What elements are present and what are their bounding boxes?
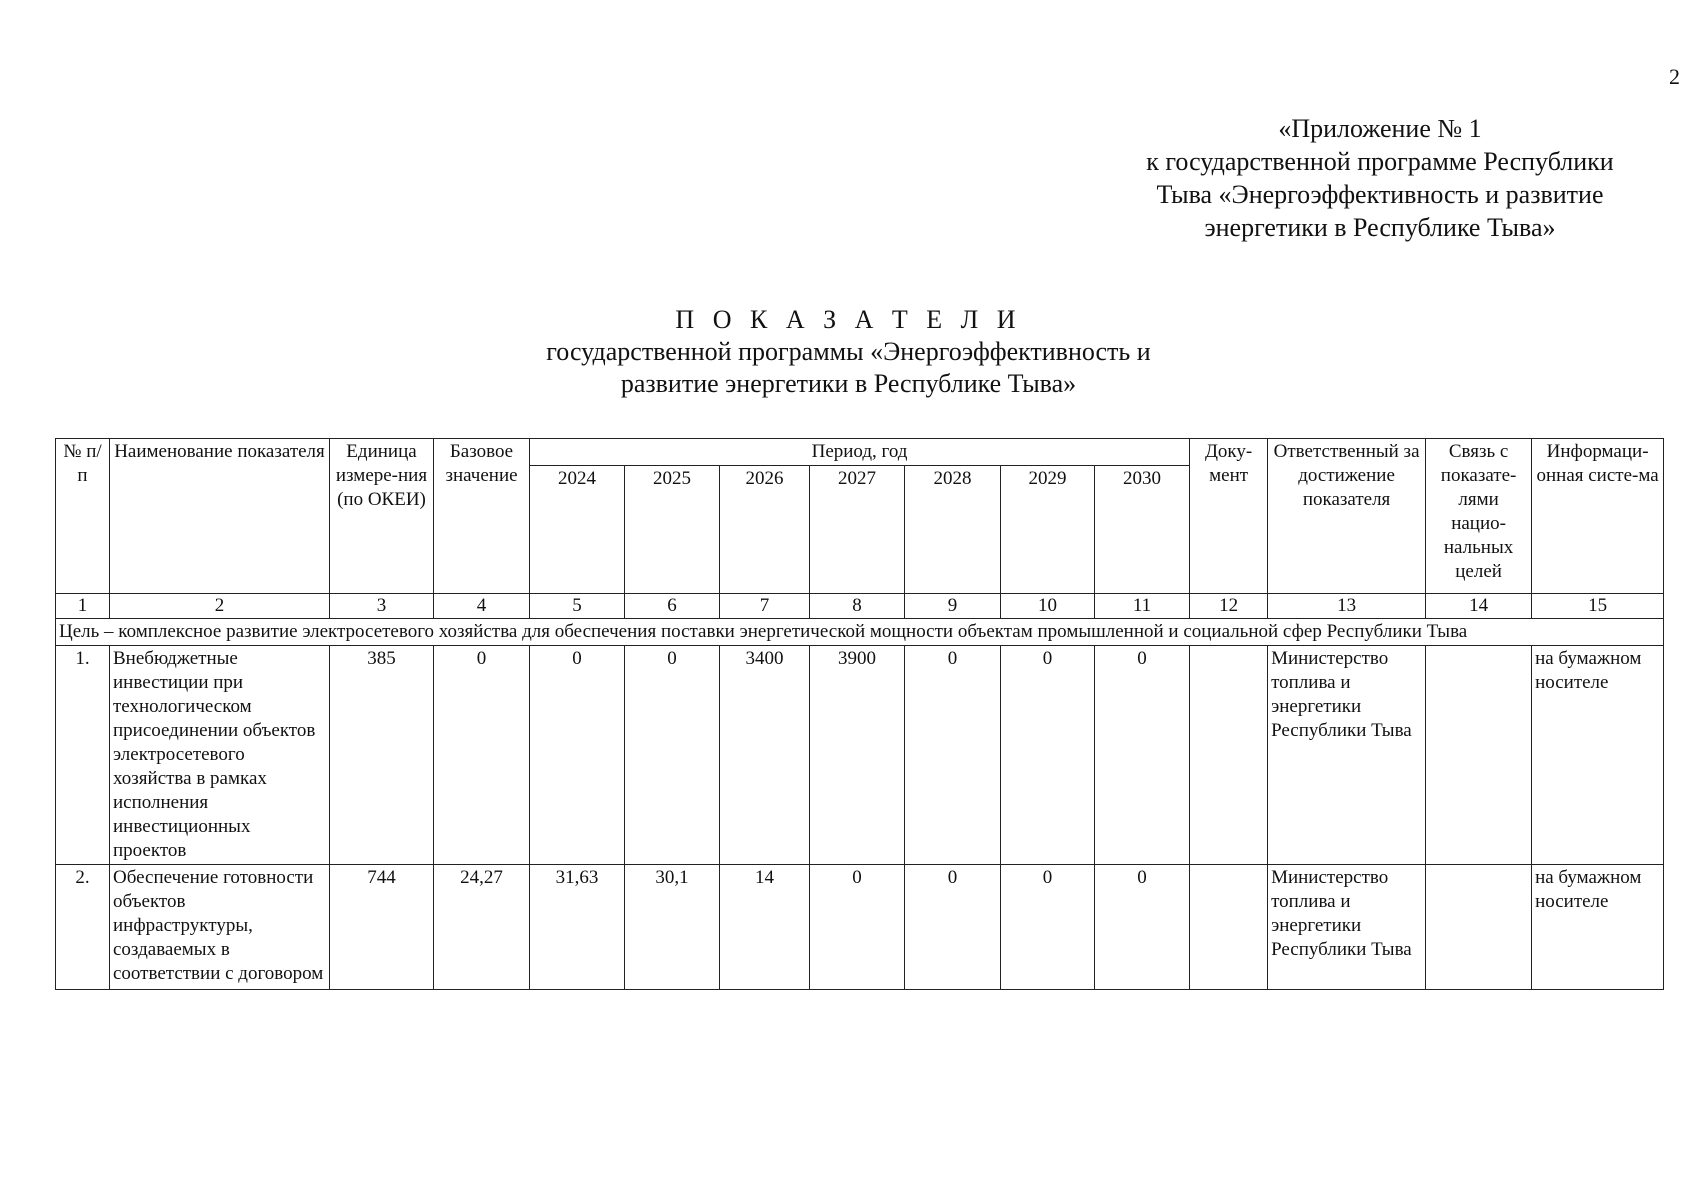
header-link: Связь с показате-лями нацио-нальных целей bbox=[1426, 439, 1532, 594]
column-number: 4 bbox=[434, 594, 530, 619]
column-number: 2 bbox=[110, 594, 330, 619]
header-responsible: Ответственный за достижение показателя bbox=[1268, 439, 1426, 594]
appendix-line: энергетики в Республике Тыва» bbox=[1204, 213, 1556, 242]
header-name: Наименование показателя bbox=[110, 439, 330, 594]
row-value: 3400 bbox=[720, 646, 810, 865]
row-value: 0 bbox=[530, 646, 625, 865]
header-year: 2024 bbox=[530, 466, 625, 594]
heading-subtitle: развитие энергетики в Республике Тыва» bbox=[620, 369, 1077, 398]
header-year: 2029 bbox=[1001, 466, 1095, 594]
row-info: на бумажном носителе bbox=[1532, 865, 1664, 990]
appendix-note bbox=[1090, 112, 1670, 244]
column-number: 11 bbox=[1095, 594, 1190, 619]
row-value: 0 bbox=[1095, 646, 1190, 865]
header-year: 2028 bbox=[905, 466, 1001, 594]
row-base: 24,27 bbox=[434, 865, 530, 990]
header-doc: Доку-мент bbox=[1190, 439, 1268, 594]
row-value: 3900 bbox=[810, 646, 905, 865]
row-info: на бумажном носителе bbox=[1532, 646, 1664, 865]
column-number: 10 bbox=[1001, 594, 1095, 619]
row-base: 0 bbox=[434, 646, 530, 865]
row-unit: 385 bbox=[330, 646, 434, 865]
table-row bbox=[56, 646, 1664, 865]
row-num: 2. bbox=[56, 865, 110, 990]
row-link bbox=[1426, 646, 1532, 865]
goal-text: Цель – комплексное развитие электросетевого хозяйства для обеспечения поставки энергетической мощности объектам промышленной и социальной сфер Республики Тыва bbox=[56, 619, 1664, 646]
row-name: Обеспечение готовности объектов инфраструктуры, создаваемых в соответствии с договором bbox=[110, 865, 330, 990]
row-doc bbox=[1190, 646, 1268, 865]
header-period: Период, год bbox=[530, 439, 1190, 466]
column-number: 1 bbox=[56, 594, 110, 619]
row-num: 1. bbox=[56, 646, 110, 865]
row-value: 31,63 bbox=[530, 865, 625, 990]
column-numbers-row bbox=[56, 594, 1664, 619]
column-number: 5 bbox=[530, 594, 625, 619]
header-year: 2026 bbox=[720, 466, 810, 594]
header-year: 2027 bbox=[810, 466, 905, 594]
row-link bbox=[1426, 865, 1532, 990]
table-row bbox=[56, 865, 1664, 990]
column-number: 9 bbox=[905, 594, 1001, 619]
appendix-line: «Приложение № 1 bbox=[1278, 114, 1482, 143]
header-year: 2030 bbox=[1095, 466, 1190, 594]
row-value: 30,1 bbox=[625, 865, 720, 990]
header-year: 2025 bbox=[625, 466, 720, 594]
row-responsible: Министерство топлива и энергетики Республики Тыва bbox=[1268, 865, 1426, 990]
column-number: 12 bbox=[1190, 594, 1268, 619]
row-doc bbox=[1190, 865, 1268, 990]
row-name: Внебюджетные инвестиции при технологическом присоединении объектов электросетевого хозяйства в рамках исполнения инвестиционных проектов bbox=[110, 646, 330, 865]
appendix-line: к государственной программе Республики bbox=[1146, 147, 1614, 176]
column-number: 7 bbox=[720, 594, 810, 619]
row-value: 0 bbox=[1001, 865, 1095, 990]
column-number: 13 bbox=[1268, 594, 1426, 619]
row-value: 0 bbox=[1001, 646, 1095, 865]
header-info: Информаци-онная систе-ма bbox=[1532, 439, 1664, 594]
row-value: 0 bbox=[810, 865, 905, 990]
goal-row bbox=[56, 619, 1664, 646]
column-number: 8 bbox=[810, 594, 905, 619]
header-row bbox=[56, 439, 1664, 466]
column-number: 3 bbox=[330, 594, 434, 619]
heading-title: П О К А З А Т Е Л И bbox=[675, 305, 1022, 334]
row-unit: 744 bbox=[330, 865, 434, 990]
row-value: 14 bbox=[720, 865, 810, 990]
header-base: Базовое значение bbox=[434, 439, 530, 594]
column-number: 15 bbox=[1532, 594, 1664, 619]
header-num: № п/п bbox=[56, 439, 110, 594]
heading-subtitle: государственной программы «Энергоэффективность и bbox=[546, 337, 1151, 366]
row-value: 0 bbox=[1095, 865, 1190, 990]
appendix-line: Тыва «Энергоэффективность и развитие bbox=[1156, 180, 1604, 209]
row-value: 0 bbox=[905, 865, 1001, 990]
row-value: 0 bbox=[625, 646, 720, 865]
document-heading bbox=[400, 304, 1297, 400]
indicators-table bbox=[55, 438, 1664, 990]
page-number: 2 bbox=[1669, 64, 1680, 89]
row-responsible: Министерство топлива и энергетики Республики Тыва bbox=[1268, 646, 1426, 865]
column-number: 14 bbox=[1426, 594, 1532, 619]
column-number: 6 bbox=[625, 594, 720, 619]
row-value: 0 bbox=[905, 646, 1001, 865]
header-unit: Единица измере-ния (по ОКЕИ) bbox=[330, 439, 434, 594]
